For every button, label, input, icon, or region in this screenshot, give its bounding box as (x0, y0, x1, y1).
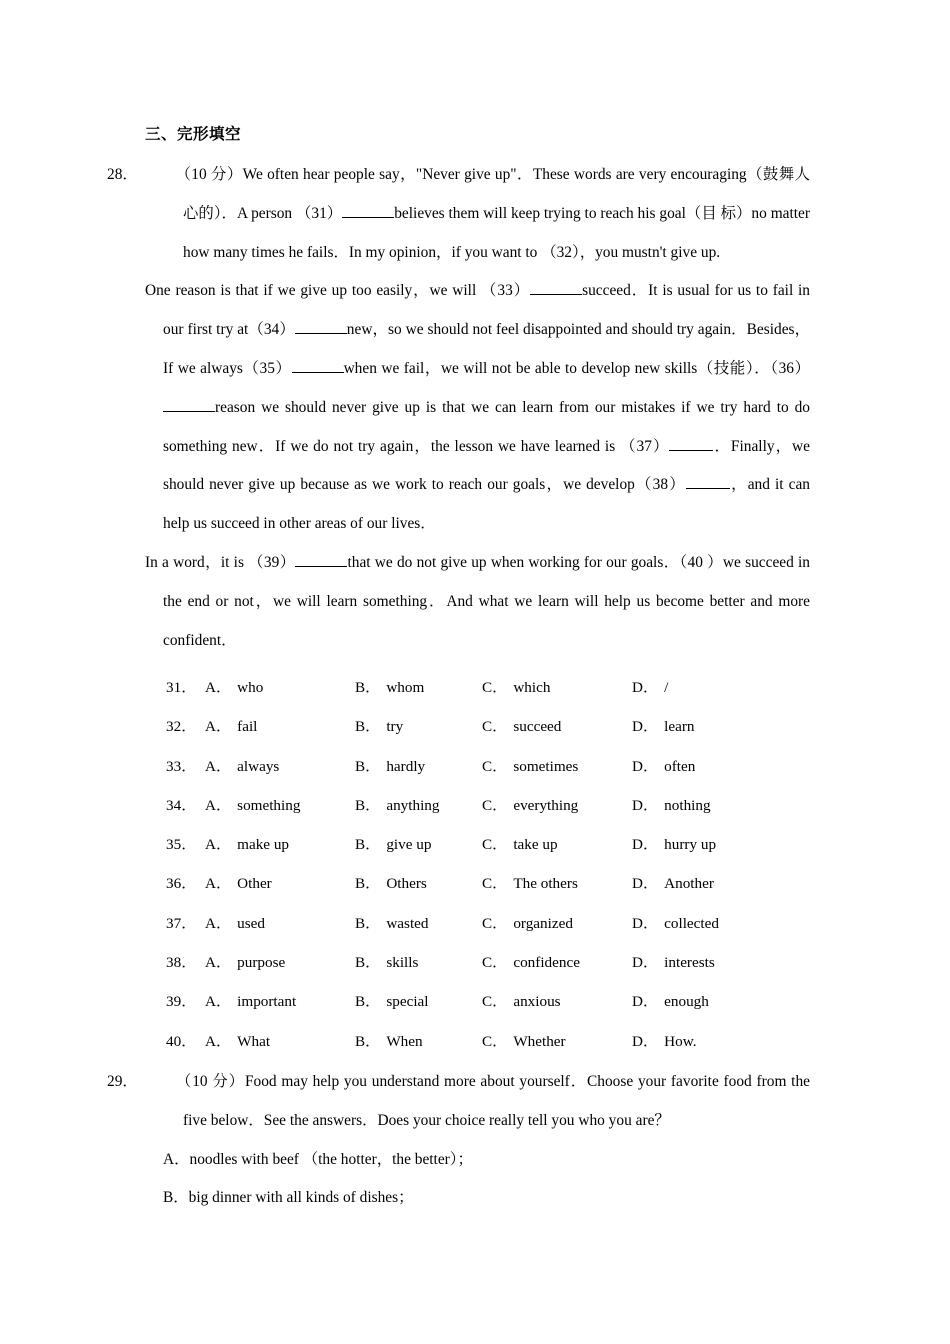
option-text-d: often (664, 757, 696, 775)
choice-40-option-a[interactable] (205, 1022, 270, 1061)
choice-33-option-d[interactable] (632, 747, 695, 786)
choice-row-33 (145, 747, 810, 786)
choice-34-option-b[interactable] (355, 786, 439, 825)
option-text-c: everything (513, 796, 579, 814)
option-letter-a: A． (205, 796, 232, 814)
blank-34 (295, 319, 347, 335)
choice-number-39: 39． (166, 993, 197, 1011)
option-text-b: skills (386, 954, 419, 972)
question-29-text: Food may help you understand more about yourself．Choose your favorite food from the five below．See the answers．Does your choice really tell you who you are？ (183, 1073, 810, 1129)
option-text-c: anxious (513, 993, 561, 1011)
option-letter-d: D． (632, 718, 659, 736)
option-letter-c: C． (482, 954, 508, 972)
choice-32-option-c[interactable] (482, 707, 561, 746)
option-text-d: learn (664, 718, 695, 736)
option-text-d: collected (664, 914, 719, 932)
option-letter-a: A． (205, 757, 232, 775)
choice-37-option-a[interactable] (205, 904, 265, 943)
section-heading: 三、完形填空 (145, 125, 242, 143)
choice-number-37: 37． (166, 914, 197, 932)
option-text-c: take up (513, 836, 558, 854)
option-letter-a: A． (205, 1032, 232, 1050)
option-text-c: Whether (513, 1032, 566, 1050)
option-letter-c: C． (482, 836, 508, 854)
option-text-a: important (237, 993, 297, 1011)
choice-36-option-b[interactable] (355, 864, 427, 903)
choice-36-option-a[interactable] (205, 864, 272, 903)
option-text-c: which (513, 679, 551, 696)
option-letter-d: D． (632, 993, 659, 1011)
paragraph-2-text-5: reason we should never give up is that we can learn from our mistakes if we try hard to do something new．If we do not try again，the lesson we have learned is （37） (163, 398, 810, 455)
choice-39-option-d[interactable] (632, 982, 709, 1021)
option-text-c: confidence (513, 954, 580, 972)
option-text-a: something (237, 796, 301, 814)
choice-33-option-b[interactable] (355, 747, 425, 786)
option-text-a: fail (237, 718, 258, 736)
blank-31 (342, 202, 394, 218)
choice-35-option-d[interactable] (632, 825, 716, 864)
question-28-marks: （10 分） (175, 166, 243, 183)
option-letter-b: B． (355, 1032, 381, 1050)
option-letter-d: D． (632, 757, 659, 775)
option-letter-b: B． (355, 875, 381, 893)
choice-number-32: 32． (166, 718, 197, 736)
option-text-d: hurry up (664, 836, 717, 854)
option-letter-a: A． (205, 993, 232, 1011)
option-text-a: Other (237, 875, 272, 893)
option-letter-a: A． (205, 914, 232, 932)
option-letter-b: B． (355, 757, 381, 775)
option-letter-b: B． (355, 836, 381, 854)
paragraph-2-text-4: when we fail，we will not be able to develop new skills（技能）．（36） (343, 359, 810, 377)
choice-31-option-a[interactable] (205, 668, 263, 707)
choice-40-option-d[interactable] (632, 1022, 697, 1061)
option-text-b: try (386, 718, 404, 736)
choice-39-option-c[interactable] (482, 982, 561, 1021)
option-letter-b: B． (355, 796, 381, 814)
option-letter-a: A． (205, 875, 232, 893)
blank-33 (530, 280, 582, 296)
choice-33-option-a[interactable] (205, 747, 279, 786)
option-text-b: give up (386, 836, 432, 854)
blank-39 (295, 551, 347, 567)
choice-37-option-b[interactable] (355, 904, 429, 943)
question-28-number: 28． (107, 166, 138, 183)
option-text-b: special (386, 993, 429, 1011)
choice-37-option-d[interactable] (632, 904, 719, 943)
paragraph-2-text-7: ，and it can help us succeed in other areas of our lives． (163, 476, 810, 533)
option-text-b: whom (386, 679, 425, 696)
choice-row-32 (145, 707, 810, 746)
choice-39-option-a[interactable] (205, 982, 296, 1021)
option-letter-a: A． (205, 679, 232, 696)
option-letter-a: A． (205, 954, 232, 972)
option-letter-c: C． (482, 679, 508, 696)
option-text-c: organized (513, 914, 573, 932)
option-text-b: hardly (386, 757, 426, 775)
option-letter-c: C． (482, 875, 508, 893)
blank-37 (669, 435, 713, 451)
choice-number-31: 31． (166, 679, 197, 696)
option-text-c: The others (513, 875, 578, 893)
choice-36-option-c[interactable] (482, 864, 578, 903)
option-text-b: When (386, 1032, 423, 1050)
choice-number-38: 38． (166, 954, 197, 972)
choices-list (145, 668, 810, 1061)
option-text-a: What (237, 1032, 271, 1050)
choice-number-36: 36． (166, 875, 197, 893)
option-letter-d: D． (632, 1032, 659, 1050)
option-letter-b: B． (355, 993, 381, 1011)
option-letter-d: D． (632, 679, 659, 696)
option-text-c: succeed (513, 718, 562, 736)
choice-38-option-a[interactable] (205, 943, 285, 982)
option-text-a: used (237, 914, 265, 932)
option-letter-d: D． (632, 875, 659, 893)
choice-row-35 (145, 825, 810, 864)
option-letter-d: D． (632, 914, 659, 932)
choice-34-option-a[interactable] (205, 786, 300, 825)
option-letter-c: C． (482, 718, 508, 736)
choice-40-option-b[interactable] (355, 1022, 423, 1061)
choice-row-39 (145, 982, 810, 1021)
question-28-text-3: ，you mustn't give up. (579, 243, 721, 261)
paragraph-3-text-1: In a word，it is （39） (145, 553, 296, 571)
option-letter-d: D． (632, 796, 659, 814)
choice-31-option-b[interactable] (355, 668, 424, 707)
choice-number-40: 40． (166, 1032, 197, 1050)
option-letter-b: B． (355, 954, 381, 972)
option-letter-c: C． (482, 914, 508, 932)
blank-35 (292, 357, 344, 373)
choice-38-option-b[interactable] (355, 943, 418, 982)
option-letter-d: D． (632, 836, 659, 854)
option-letter-b: B． (355, 718, 381, 736)
question-29-marks: （10 分） (175, 1073, 245, 1090)
choice-39-option-b[interactable] (355, 982, 429, 1021)
option-text-a: make up (237, 836, 290, 854)
choice-row-34 (145, 786, 810, 825)
choice-number-33: 33． (166, 757, 197, 775)
option-text-b: wasted (386, 914, 429, 932)
choice-34-option-d[interactable] (632, 786, 711, 825)
option-text-d: nothing (664, 796, 711, 814)
option-text-d: How. (664, 1032, 697, 1050)
choice-32-option-a[interactable] (205, 707, 257, 746)
choice-35-option-b[interactable] (355, 825, 431, 864)
question-29 (107, 1063, 810, 1218)
choice-36-option-d[interactable] (632, 864, 714, 903)
choice-40-option-c[interactable] (482, 1022, 566, 1061)
option-text-d: / (664, 679, 669, 696)
option-text-c: sometimes (513, 757, 579, 775)
option-text-a: always (237, 757, 280, 775)
option-letter-a: A． (205, 718, 232, 736)
choice-37-option-c[interactable] (482, 904, 573, 943)
choice-32-option-d[interactable] (632, 707, 695, 746)
option-letter-d: D． (632, 954, 659, 972)
question-29-item-a: A．noodles with beef （the hotter，the better）； (163, 1150, 473, 1168)
blank-36 (163, 396, 215, 412)
choice-38-option-c[interactable] (482, 943, 580, 982)
choice-row-38 (145, 943, 810, 982)
question-28-paragraph-1 (107, 156, 810, 272)
choice-number-35: 35． (166, 836, 197, 854)
choice-34-option-c[interactable] (482, 786, 578, 825)
option-text-b: Others (386, 875, 427, 893)
question-29-item-b: B．big dinner with all kinds of dishes； (163, 1189, 414, 1207)
question-28-text-2: believes them will keep trying to reach his goal（目 标）no matter how many times he fails．In my opinion，if you want to （32） (183, 204, 810, 261)
question-28-paragraph-3 (145, 544, 810, 660)
option-letter-c: C． (482, 796, 508, 814)
choice-35-option-a[interactable] (205, 825, 289, 864)
question-29-number: 29． (107, 1073, 138, 1090)
option-letter-c: C． (482, 757, 508, 775)
choice-32-option-b[interactable] (355, 707, 403, 746)
paragraph-2-text-1: One reason is that if we give up too easily，we will （33） (145, 282, 531, 300)
option-text-d: interests (664, 954, 715, 972)
choice-row-31 (145, 668, 810, 707)
option-letter-c: C． (482, 1032, 508, 1050)
option-text-a: who (237, 679, 264, 696)
choice-38-option-d[interactable] (632, 943, 715, 982)
choice-row-37 (145, 904, 810, 943)
option-text-d: enough (664, 993, 709, 1011)
choice-35-option-c[interactable] (482, 825, 558, 864)
question-28-text-1: We often hear people say，"Never give up"．These words are very encouraging（鼓舞人心的）．A person （31） (183, 166, 810, 222)
option-text-d: Another (664, 875, 714, 893)
choice-row-40 (145, 1022, 810, 1061)
question-28-paragraph-2 (145, 272, 810, 544)
choice-31-option-d[interactable] (632, 668, 668, 707)
option-letter-b: B． (355, 914, 381, 932)
choice-number-34: 34． (166, 796, 197, 814)
question-28 (107, 156, 810, 660)
option-letter-b: B． (355, 679, 381, 696)
choice-31-option-c[interactable] (482, 668, 550, 707)
question-29-paragraph (107, 1063, 810, 1141)
paragraph-2-text-3: new，so we should not feel disappointed and should try again．Besides，If we always（35） (163, 321, 810, 377)
paragraph-2-text-2: succeed．It is usual for us to fail in our first try at（34） (163, 282, 810, 339)
paragraph-3-text-2: that we do not give up when working for our goals．（40 ）we succeed in the end or not，we will learn something．And what we learn will help us become better and more confident． (163, 553, 810, 649)
option-letter-a: A． (205, 836, 232, 854)
option-text-b: anything (386, 796, 440, 814)
choice-33-option-c[interactable] (482, 747, 578, 786)
choice-row-36 (145, 864, 810, 903)
paragraph-2-text-6: ．Finally，we should never give up because as we work to reach our goals，we develop（38） (163, 437, 810, 494)
option-letter-c: C． (482, 993, 508, 1011)
blank-38 (686, 474, 730, 490)
option-text-a: purpose (237, 954, 286, 972)
